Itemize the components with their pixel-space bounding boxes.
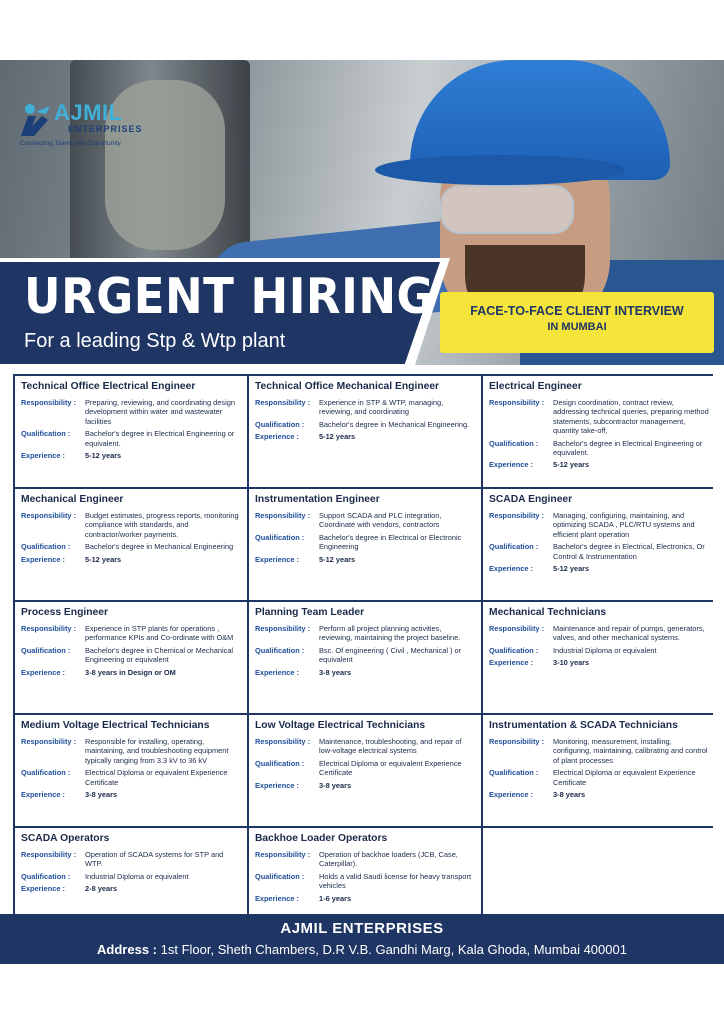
responsibility-value: Managing, configuring, maintaining, and optimizing SCADA , PLC/RTU systems and efficient plant operation: [553, 511, 695, 539]
responsibility-value: Perform all project planning activities, reviewing, maintaining the project baseline.: [319, 624, 461, 643]
job-card: [483, 602, 715, 713]
qualification-value: Bachelor's degree in Mechanical Engineering: [85, 542, 234, 552]
responsibility-row: [21, 624, 242, 643]
job-card: [15, 602, 247, 713]
empty-cell: [483, 828, 715, 924]
qualification-value: Bsc. Of engineering ( Civil , Mechanical ) or equivalent: [319, 645, 462, 665]
experience-value: 5-12 years: [553, 460, 590, 470]
experience-label: Experience :: [21, 884, 65, 894]
experience-row: [489, 790, 710, 799]
qualification-row: [255, 533, 476, 552]
experience-label: Experience :: [489, 460, 533, 470]
qualification-row: [489, 768, 710, 787]
subheadline: For a leading Stp & Wtp plant: [24, 330, 286, 352]
experience-value: 3-8 years: [319, 780, 352, 790]
experience-row: [255, 432, 476, 441]
job-title: Low Voltage Electrical Technicians: [255, 720, 426, 731]
experience-row: [255, 781, 476, 790]
responsibility-row: [255, 737, 476, 756]
qualification-row: [21, 872, 242, 881]
job-card: [483, 715, 715, 826]
responsibility-row: [255, 398, 476, 417]
experience-row: [255, 894, 476, 903]
qualification-value: Bachelor's degree in Electrical Engineering or equivalent.: [85, 429, 235, 448]
qualification-value: Bachelor's degree in Chemical or Mechanical Engineering or equivalent: [85, 645, 234, 665]
interview-badge: [440, 292, 714, 353]
experience-row: [489, 460, 710, 469]
company-logo: [18, 100, 168, 155]
experience-row: [255, 668, 476, 677]
qualification-label: Qualification :: [489, 438, 539, 448]
experience-label: Experience :: [21, 667, 65, 677]
job-card: [249, 489, 481, 600]
experience-value: 5-12 years: [553, 564, 590, 574]
responsibility-label: Responsibility :: [255, 511, 311, 520]
job-title: Technical Office Mechanical Engineer: [255, 381, 440, 392]
qualification-row: [489, 646, 710, 655]
interview-line-2: IN MUMBAI: [547, 321, 607, 333]
job-card: [15, 489, 247, 600]
footer-address: [0, 942, 724, 957]
responsibility-label: Responsibility :: [489, 624, 545, 633]
qualification-row: [489, 439, 710, 458]
job-title: Medium Voltage Electrical Technicians: [21, 720, 210, 731]
responsibility-value: Experience in STP & WTP, managing, reviewing, and coordinating: [319, 398, 444, 417]
responsibility-row: [21, 398, 242, 426]
experience-value: 3-8 years: [319, 667, 352, 677]
experience-value: 3-10 years: [553, 658, 590, 668]
qualification-label: Qualification :: [21, 645, 71, 655]
qualification-row: [21, 768, 242, 787]
interview-line-1: FACE-TO-FACE CLIENT INTERVIEW: [470, 304, 684, 318]
responsibility-value: Responsible for installing, operating, maintaining, and troubleshooting equipment typically ranging from 3.3 kV to 36 kV: [85, 737, 229, 765]
qualification-row: [21, 542, 242, 551]
qualification-value: Electrical Diploma or equivalent Experience Certificate: [319, 758, 462, 778]
job-title: Mechanical Technicians: [489, 607, 607, 618]
responsibility-label: Responsibility :: [255, 398, 311, 407]
qualification-label: Qualification :: [489, 542, 539, 552]
experience-label: Experience :: [255, 893, 299, 903]
job-title: Electrical Engineer: [489, 381, 582, 392]
job-card: [249, 602, 481, 713]
experience-value: 5-12 years: [319, 554, 356, 564]
experience-label: Experience :: [255, 554, 299, 564]
qualification-value: Electrical Diploma or equivalent Experience Certificate: [553, 768, 696, 787]
address-label: Address :: [97, 942, 157, 957]
qualification-label: Qualification :: [255, 645, 305, 655]
experience-label: Experience :: [255, 432, 299, 442]
job-grid: [13, 374, 713, 914]
responsibility-value: Maintenance and repair of pumps, generators, valves, and other mechanical systems.: [553, 624, 705, 643]
qualification-row: [21, 429, 242, 448]
qualification-value: Bachelor's degree in Mechanical Engineering.: [319, 419, 470, 429]
responsibility-label: Responsibility :: [21, 737, 77, 746]
experience-label: Experience :: [21, 451, 65, 461]
responsibility-label: Responsibility :: [489, 398, 545, 407]
job-title: Instrumentation Engineer: [255, 494, 380, 505]
job-title: Mechanical Engineer: [21, 494, 124, 505]
job-card: [249, 376, 481, 487]
qualification-row: [255, 420, 476, 429]
qualification-row: [255, 646, 476, 665]
job-title: SCADA Engineer: [489, 494, 573, 505]
experience-row: [489, 658, 710, 667]
job-title: Backhoe Loader Operators: [255, 833, 388, 844]
responsibility-row: [489, 624, 710, 643]
experience-row: [21, 884, 242, 893]
qualification-row: [255, 759, 476, 778]
qualification-value: Holds a valid Saudi license for heavy transport vehicles: [319, 871, 471, 891]
logo-title: AJMIL: [54, 100, 123, 125]
responsibility-row: [21, 511, 242, 539]
experience-label: Experience :: [489, 658, 533, 668]
logo-person-icon: [18, 102, 52, 140]
qualification-row: [21, 646, 242, 665]
responsibility-row: [21, 850, 242, 869]
responsibility-label: Responsibility :: [21, 624, 77, 633]
responsibility-value: Experience in STP plants for operations , performance KPIs and Co-ordinate with O&M: [85, 624, 234, 643]
responsibility-value: Preparing, reviewing, and coordinating design development within water and wastewater facilities: [85, 398, 235, 426]
qualification-row: [255, 872, 476, 891]
experience-value: 1-6 years: [319, 893, 352, 903]
responsibility-label: Responsibility :: [21, 398, 77, 407]
experience-label: Experience :: [21, 790, 65, 800]
experience-row: [21, 790, 242, 799]
job-title: Planning Team Leader: [255, 607, 365, 618]
responsibility-row: [255, 624, 476, 643]
qualification-label: Qualification :: [21, 871, 71, 881]
experience-value: 5-12 years: [85, 554, 122, 564]
job-title: SCADA Operators: [21, 833, 110, 844]
experience-value: 5-12 years: [85, 451, 122, 461]
experience-value: 3-8 years: [553, 790, 586, 800]
qualification-label: Qualification :: [255, 871, 305, 881]
experience-row: [489, 564, 710, 573]
responsibility-label: Responsibility :: [21, 511, 77, 520]
responsibility-value: Operation of backhoe loaders (JCB, Case, Caterpillar).: [319, 850, 458, 869]
job-card: [15, 828, 247, 924]
qualification-value: Bachelor's degree in Electrical or Electronic Engineering: [319, 532, 462, 552]
responsibility-row: [21, 737, 242, 765]
experience-value: 2-8 years: [85, 884, 118, 894]
responsibility-value: Budget estimates, progress reports, monitoring compliance with standards, and contractor/worker payments.: [85, 511, 239, 539]
experience-row: [255, 555, 476, 564]
experience-label: Experience :: [489, 564, 533, 574]
qualification-label: Qualification :: [255, 758, 305, 768]
experience-label: Experience :: [255, 667, 299, 677]
responsibility-label: Responsibility :: [489, 737, 545, 746]
responsibility-row: [255, 511, 476, 530]
qualification-label: Qualification :: [21, 429, 71, 439]
qualification-label: Qualification :: [21, 768, 71, 778]
qualification-label: Qualification :: [489, 645, 539, 655]
qualification-label: Qualification :: [489, 768, 539, 778]
logo-subtitle: ENTERPRISES: [68, 124, 143, 134]
responsibility-label: Responsibility :: [21, 850, 77, 859]
job-title: Process Engineer: [21, 607, 108, 618]
responsibility-row: [489, 737, 710, 765]
qualification-label: Qualification :: [255, 532, 305, 542]
logo-tagline: Connecting Talent with Opportunity: [20, 140, 121, 147]
experience-row: [21, 555, 242, 564]
responsibility-row: [489, 398, 710, 436]
responsibility-label: Responsibility :: [489, 511, 545, 520]
responsibility-value: Operation of SCADA systems for STP and WTP.: [85, 850, 224, 869]
responsibility-value: Maintenance, troubleshooting, and repair of low-voltage electrical systems: [319, 737, 462, 756]
footer-company: AJMIL ENTERPRISES: [280, 920, 444, 937]
experience-label: Experience :: [255, 780, 299, 790]
qualification-label: Qualification :: [255, 419, 305, 429]
responsibility-row: [489, 511, 710, 539]
job-title: Instrumentation & SCADA Technicians: [489, 720, 678, 731]
responsibility-label: Responsibility :: [255, 737, 311, 746]
qualification-value: Bachelor's degree in Electrical Engineering or equivalent.: [553, 438, 703, 458]
headline: URGENT HIRING: [24, 268, 434, 325]
experience-value: 5-12 years: [319, 432, 356, 442]
responsibility-label: Responsibility :: [255, 850, 311, 859]
responsibility-row: [255, 850, 476, 869]
job-card: [483, 489, 715, 600]
responsibility-label: Responsibility :: [255, 624, 311, 633]
experience-value: 3-8 years in Design or OM: [85, 667, 176, 677]
qualification-value: Industrial Diploma or equivalent: [85, 871, 189, 881]
job-title: Technical Office Electrical Engineer: [21, 381, 196, 392]
job-card: [249, 828, 481, 924]
responsibility-value: Design coordination, contract review, addressing technical queries, preparing method statements, subcontractor management, quantity take-off,: [553, 398, 709, 436]
experience-row: [21, 668, 242, 677]
experience-label: Experience :: [21, 554, 65, 564]
job-card: [15, 715, 247, 826]
responsibility-value: Monitoring, measurement, installing, configuring, maintaining, calibrating and control of plant processes: [553, 737, 708, 765]
responsibility-value: Support SCADA and PLC integration, Coordinate with vendors, contractors: [319, 511, 442, 530]
qualification-label: Qualification :: [21, 542, 71, 552]
experience-value: 3-8 years: [85, 790, 118, 800]
address-text: 1st Floor, Sheth Chambers, D.R V.B. Gandhi Marg, Kala Ghoda, Mumbai 400001: [160, 942, 627, 957]
experience-row: [21, 451, 242, 460]
job-card: [15, 376, 247, 487]
qualification-row: [489, 542, 710, 561]
experience-label: Experience :: [489, 790, 533, 800]
job-card: [483, 376, 715, 487]
qualification-value: Industrial Diploma or equivalent: [553, 645, 657, 655]
job-card: [249, 715, 481, 826]
qualification-value: Electrical Diploma or equivalent Experience Certificate: [85, 768, 228, 787]
qualification-value: Bachelor's degree in Electrical, Electronics, Or Control & Instrumentation: [553, 542, 705, 561]
